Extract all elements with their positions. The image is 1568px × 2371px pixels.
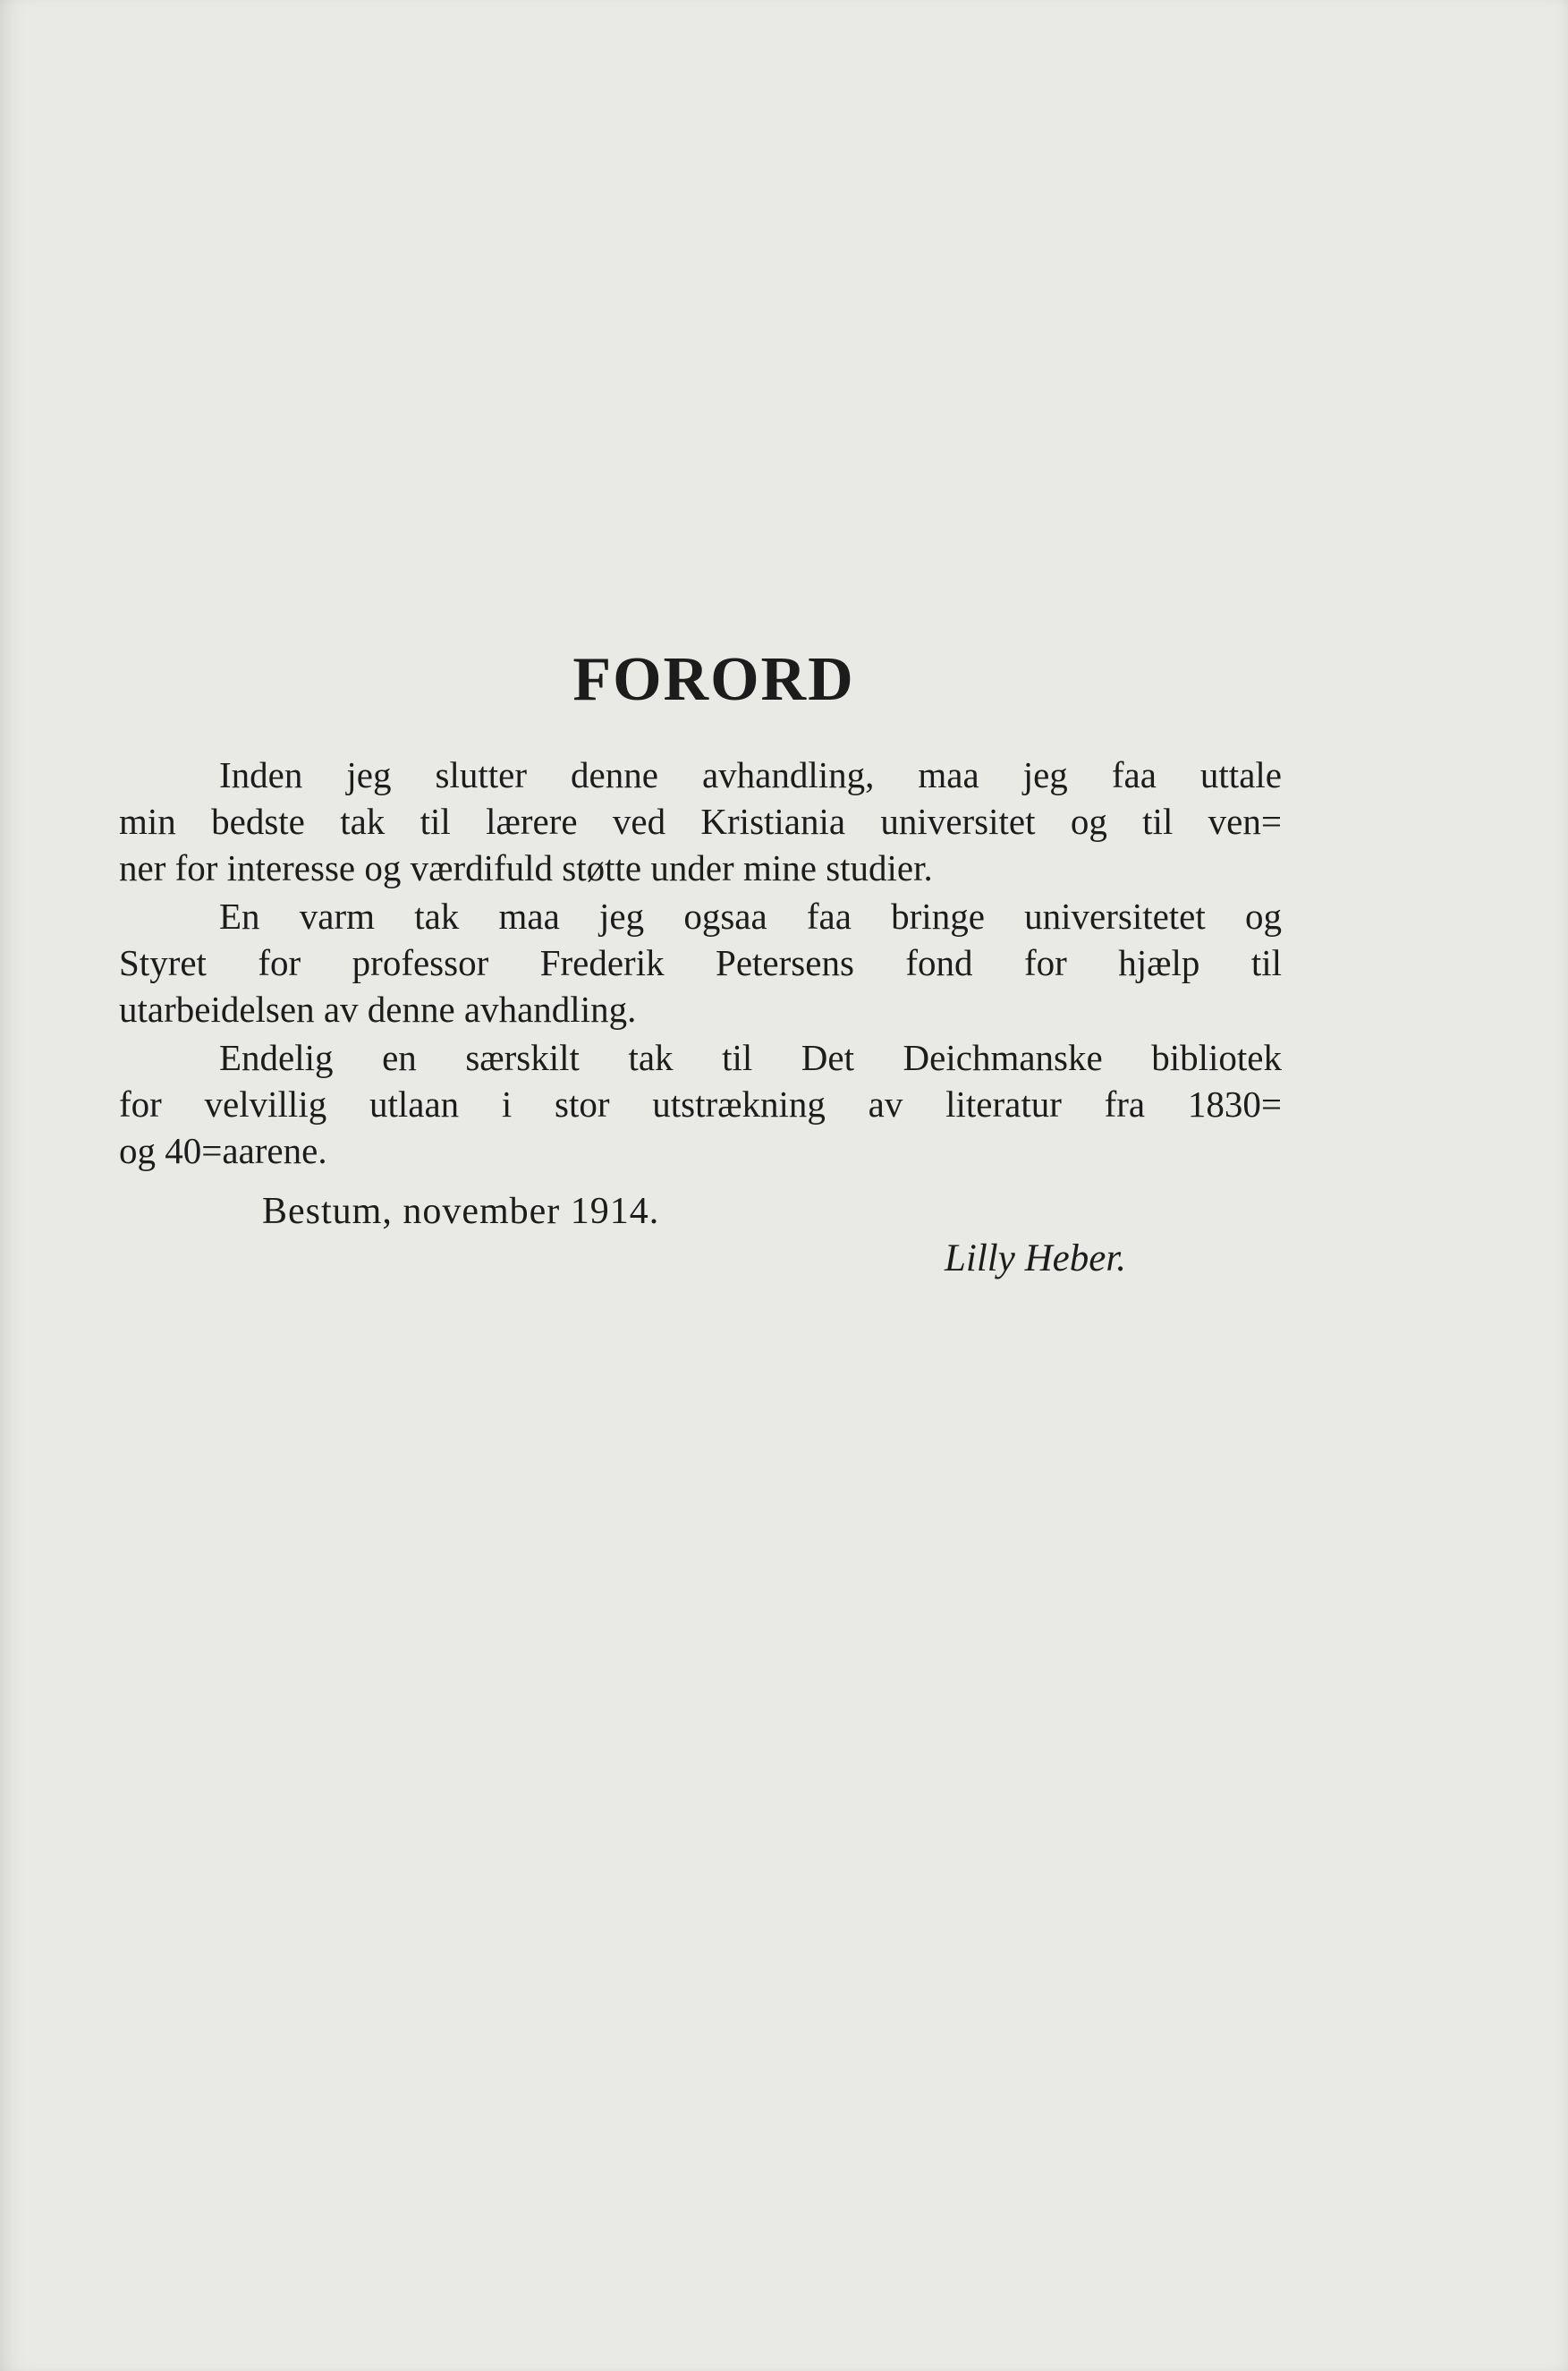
paragraph-1: [119, 752, 1282, 891]
place-date: Bestum, november 1914.: [262, 1191, 660, 1232]
paragraph-line: for velvillig utlaan i stor utstrækning av literatur fra 1830=: [119, 1084, 1282, 1125]
paragraph-line: utarbeidelsen av denne avhandling.: [119, 989, 637, 1030]
page-title: FORORD: [572, 645, 855, 714]
signature: Lilly Heber.: [945, 1237, 1127, 1279]
paragraph-line: ner for interesse og værdifuld støtte under mine studier.: [119, 847, 933, 888]
paragraph-line: min bedste tak til lærere ved Kristiania universitet og til ven=: [119, 801, 1282, 842]
preface-text-block: [119, 644, 1282, 1280]
paragraph-line: og 40=aarene.: [119, 1130, 327, 1171]
paragraph-line: En varm tak maa jeg ogsaa faa bringe universitetet og: [219, 896, 1282, 937]
paragraph-3: [119, 1034, 1282, 1174]
paragraph-line: Inden jeg slutter denne avhandling, maa jeg faa uttale: [219, 754, 1282, 795]
paragraph-2: [119, 893, 1282, 1033]
paragraph-line: Styret for professor Frederik Petersens fond for hjælp til: [119, 942, 1282, 983]
paragraph-line: Endelig en særskilt tak til Det Deichmanske bibliotek: [219, 1037, 1282, 1078]
